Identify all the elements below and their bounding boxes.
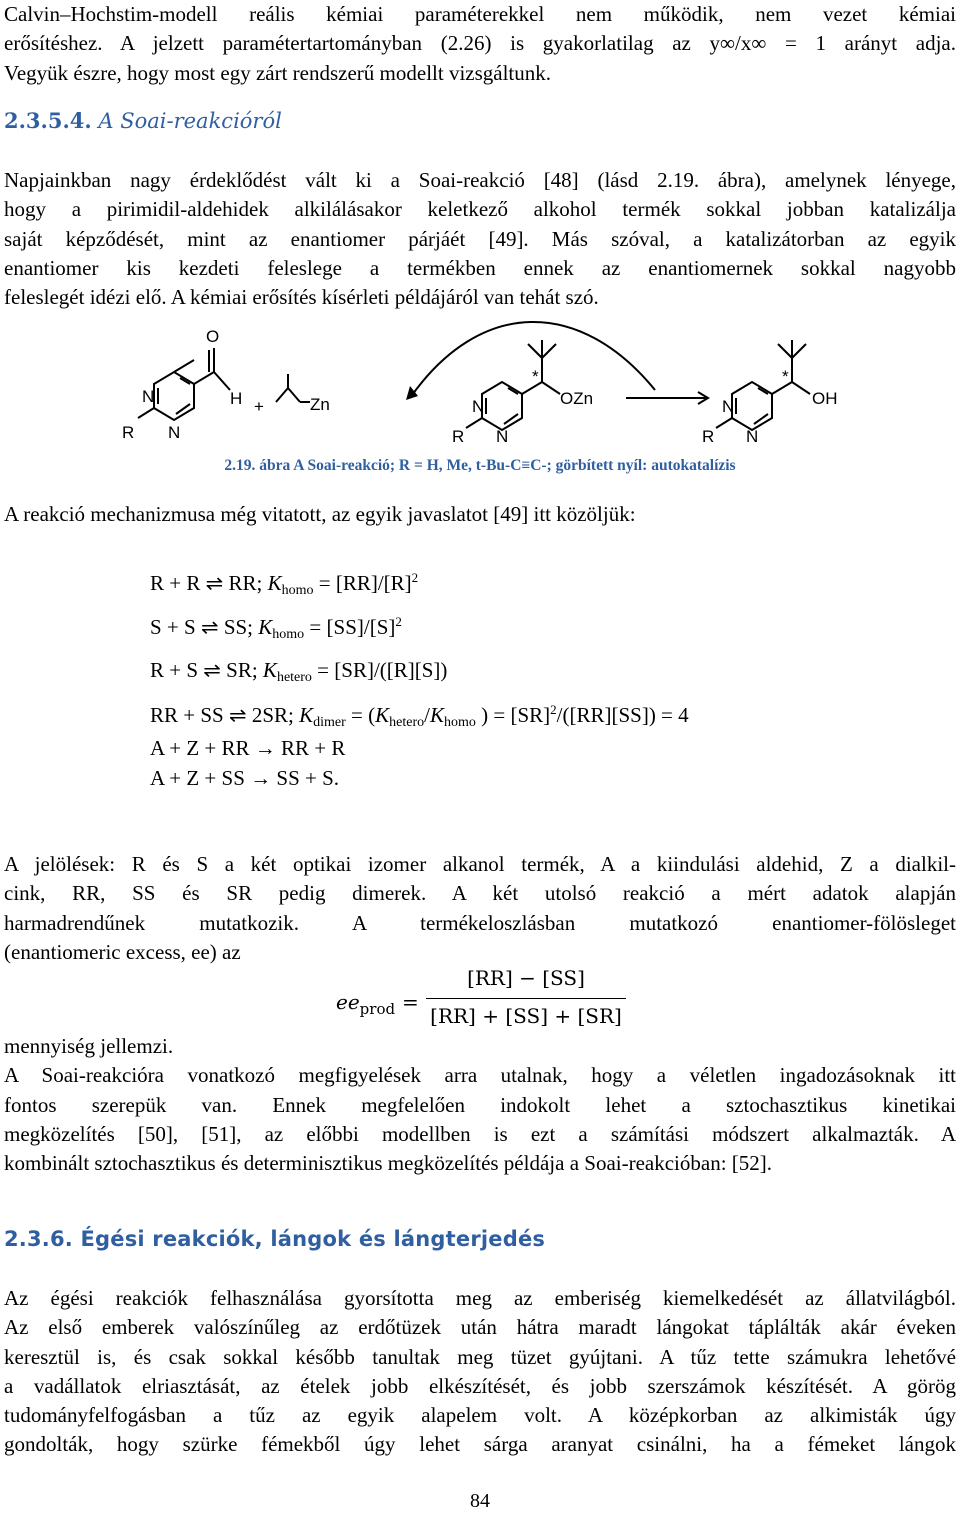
- paragraph-stochastic: [4, 1032, 956, 1178]
- page-number: 84: [470, 1490, 490, 1512]
- paragraph-line: kombinált sztochasztikus és determinisztikus megközelítés példája a Soai-reakcióban: [52].: [4, 1151, 773, 1176]
- hydrogen-label: H: [230, 389, 243, 408]
- intro-line: Vegyük észre, hogy most egy zárt rendszerű modellt vizsgáltunk.: [4, 60, 552, 85]
- section-number: 2.3.5.4.: [4, 108, 92, 133]
- equation-rr: R + R ⇌ RR; $K_{homo} = [RR]/[R]^2$: [150, 570, 419, 598]
- paragraph-line: gondolták, hogy szürke fémekből úgy lehet sárga aranyat csinálni, ha a fémeket lángok: [4, 1432, 956, 1457]
- paragraph-line: Napjainkban nagy érdeklődést vált ki a Soai-reakció [48] (lásd 2.19. ábra), amelynek lényege,: [4, 168, 956, 192]
- paragraph-line: A jelölések: R és S a két optikai izomer alkanol termék, A a kiindulási aldehid, Z a dialkil-: [4, 852, 956, 876]
- paragraph-line: harmadrendűnek mutatkozik. A termékeloszlásban mutatkozó enantiomer-fölösleget: [4, 910, 956, 935]
- soai-reaction-scheme: [110, 318, 850, 450]
- pyrimidine-ring-3: [732, 382, 772, 430]
- hydroxyl-label: OH: [812, 389, 838, 408]
- stereocenter-star: *: [782, 367, 789, 386]
- r-group-label: R: [702, 427, 715, 446]
- equation-autocatalysis-s: A + Z + SS → SS + S.: [150, 766, 340, 790]
- equation-autocatalysis-r: A + Z + RR → RR + R: [150, 736, 346, 760]
- paragraph-line: saját képződését, mint az enantiomer párjáét [49]. Más szóval, a katalizátorban az egyik: [4, 226, 956, 251]
- formula-equals: =: [402, 990, 419, 1014]
- paragraph-line: Az égési reakciók felhasználása gyorsította meg az emberiség kiemelkedését az állatvilágból.: [4, 1286, 956, 1310]
- intro-paragraph: [4, 0, 956, 88]
- equation-dimer: RR + SS ⇌ 2SR; $K_{dimer} = (K_{hetero}/K_{homo}$ ) = [SR]$^2$/([RR][SS]) = 4: [150, 702, 689, 730]
- paragraph-line: tudományfelfogásban a tűz az egyik alapelem volt. A középkorban az alkimisták úgy: [4, 1403, 956, 1428]
- paragraph-line: fontos szerepük van. Ennek megfelelően indokolt lehet a sztochasztikus kinetikai: [4, 1092, 956, 1117]
- plus-sign: +: [254, 397, 264, 416]
- ozn-label: OZn: [560, 389, 594, 408]
- formula-denominator: [RR] + [SS] + [SR]: [430, 1004, 622, 1028]
- paragraph-line: megközelítés [50], [51], az előbbi modellben is ezt a számítási módszert alkalmazták. A: [4, 1121, 956, 1146]
- section-title: A Soai-reakcióról: [98, 109, 282, 133]
- paragraph-combustion: [4, 1284, 956, 1460]
- equation-sr: R + S ⇌ SR; $K_{hetero} = [SR]/([R][S])$: [150, 658, 448, 685]
- paragraph-line: mennyiség jellemzi.: [4, 1034, 174, 1058]
- equation-ss: S + S ⇌ SS; $K_{homo} = [SS]/[S]^2$: [150, 614, 402, 642]
- nitrogen-label: N: [168, 423, 181, 442]
- paragraph-line: hogy a pirimidil-aldehidek alkilálásakor keletkező alkohol termék sokkal jobban katalizálja: [4, 197, 956, 222]
- nitrogen-label: N: [722, 397, 735, 416]
- paragraph-line: feleslegét idézi elő. A kémiai erősítés kísérleti példájáról van tehát szó.: [4, 285, 599, 310]
- stereocenter-star: *: [532, 367, 539, 386]
- paragraph-line: A Soai-reakcióra vonatkozó megfigyelések arra utalnak, hogy a véletlen ingadozásoknak itt: [4, 1063, 956, 1088]
- paragraph-line: A reakció mechanizmusa még vitatott, az egyik javaslatot [49] itt közöljük:: [4, 502, 636, 526]
- paragraph-line: enantiomer kis kezdeti feleslege a termékben ennek az enantiomernek sokkal nagyobb: [4, 255, 956, 280]
- intro-line: Calvin–Hochstim-modell reális kémiai paraméterekkel nem működik, nem vezet kémiai: [4, 2, 956, 26]
- formula-lhs: $ee_{prod}$: [336, 990, 396, 1018]
- paragraph-notation: [4, 850, 956, 967]
- oxygen-label: O: [206, 327, 220, 346]
- r-group-label: R: [122, 423, 135, 442]
- paragraph-line: cink, RR, SS és SR pedig dimerek. A két utolsó reakció a mért adatok alapján: [4, 881, 956, 906]
- paragraph-line: Az első emberek valószínűleg az erdőtüzek után hátra maradt lángokat táplálták akár éveken: [4, 1315, 956, 1340]
- section-heading-soai: [4, 108, 282, 133]
- section-heading-combustion: 2.3.6. Égési reakciók, lángok és lángterjedés: [4, 1227, 546, 1251]
- r-group-label: R: [452, 427, 465, 446]
- paragraph-soai-intro: [4, 166, 956, 312]
- zinc-label: Zn: [310, 395, 330, 414]
- formula-numerator: [RR] − [SS]: [467, 966, 585, 990]
- paragraph-line: (enantiomeric excess, ee) az: [4, 939, 241, 964]
- nitrogen-label: N: [472, 397, 485, 416]
- paragraph-line: keresztül is, és csak sokkal később tanultak meg tüzet gyújtani. A tűz tette számukra lehetővé: [4, 1344, 956, 1369]
- intro-line: erősítéshez. A jelzett paramétertartományban (2.26) is gyakorlatilag az y∞/x∞ = 1 arányt adja.: [4, 31, 956, 56]
- nitrogen-label: N: [746, 427, 759, 446]
- figure-caption: 2.19. ábra A Soai-reakció; R = H, Me, t-Bu-C≡C-; görbített nyíl: autokatalízis: [224, 457, 736, 474]
- nitrogen-label: N: [496, 427, 509, 446]
- pyrimidine-ring-1: [154, 372, 194, 420]
- paragraph-mechanism: [4, 500, 956, 529]
- fraction-bar: [426, 998, 626, 999]
- pyrimidine-ring-2: [482, 382, 522, 430]
- nitrogen-label: N: [142, 387, 155, 406]
- paragraph-line: a vadállatok elriasztását, az ételek jobb elkészítését, és jobb szerszámok készítését. A görög: [4, 1373, 956, 1398]
